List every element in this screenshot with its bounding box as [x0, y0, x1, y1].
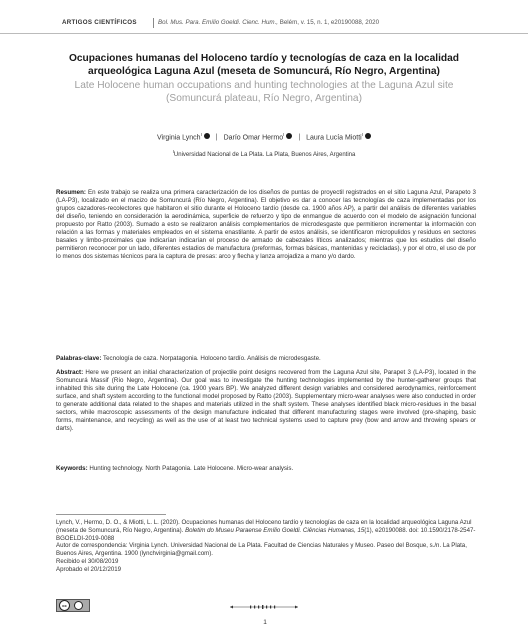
palabras-clave-text: Tecnología de caza. Norpatagonia. Holoceno tardío. Análisis de microdesgaste. [103, 355, 321, 362]
header-divider [153, 18, 154, 28]
affiliation [40, 149, 488, 158]
affiliation-text: Universidad Nacional de La Plata. La Plata, Buenos Aires, Argentina [173, 152, 356, 158]
section-label: ARTIGOS CIENTÍFICOS [62, 19, 137, 26]
citation-text: Lynch, V., Hermo, D. O., & Miotti, L. L. (2020). Ocupaciones humanas del Holoceno tardío y tecnologías de caza en la localidad arqueológica Laguna Azul (meseta de Somuncurá, Río Negro, Argentina). [56, 519, 472, 534]
by-attribution-icon [74, 601, 83, 610]
palabras-clave-label: Palabras-clave: [56, 355, 102, 362]
title-spanish [40, 52, 488, 78]
author-separator: | [215, 134, 218, 142]
author-name: Darío Omar Hermo [223, 134, 284, 142]
keywords-label: Keywords: [56, 465, 88, 472]
abstract-label: Abstract: [56, 369, 84, 376]
author-affil-mark: I [283, 132, 285, 137]
running-header [0, 12, 528, 34]
citation-doi: (1), e20190088. doi: 10.1590/2178-2547-BGOELDI-2019-0088 [56, 526, 476, 542]
keywords-block [56, 465, 476, 473]
abstract-block [56, 369, 476, 433]
decorative-divider-icon [230, 604, 298, 610]
header-rule [0, 33, 528, 34]
received-date: Recibido el 30/08/2019 [56, 557, 119, 565]
title-english-line-2: (Somuncurá plateau, Río Negro, Argentina) [166, 93, 362, 104]
correspondence-note: Autor de correspondencia: Virginia Lynch. Universidad Nacional de La Plata. Facultad de Ciencias Naturales y Museo. Paseo del Bosque, s./n. La Plata, Buenos Aires, Argentina. 1900 (lynchvirginia@gmail.com). [56, 542, 467, 558]
resumen-label: Resumen: [56, 189, 86, 196]
resumen-text: En este trabajo se realiza una primera caracterización de los diseños de puntas de proyectil registrados en el sitio Laguna Azul, Parapeto 3 (LA-P3), localizado en el macizo de Somuncurá (Río Negro, Argentina). El objetivo es dar a conocer las tecnologías de caza implementadas por los grupos cazadores-recolectores que habitaron el sitio durante el Holoceno tardío (desde ca. 1900 años AP), a partir del análisis de diferentes variables del diseño, teniendo en consideración la aerodinámica, superficie de refuerzo y tipo de enmangue de acuerdo con el modelo de asignación funcional propuesto por Ratto (2003). Sumado a esto se realizaron análisis complementarios de microdesgaste que permitieron incrementar la información con relación a las formas y materiales empleados en el sistema enastilante. A partir de estos análisis, se identificaron micropulidos y residuos en sectores basales y limbo-proximales que indicarían indicarían el proceso de armado de cabezales líticos analizados; mientras que los estudios del diseño permitieron reconocer por un lado, diferentes estadios de manufactura (preformas, formas básicas, mantenidas y recicladas), y por el otro, el uso de por lo menos dos sistemas técnicos para la captura de presas: arco y flecha y lanza arrojadiza a mano y/o dardo. [56, 189, 476, 260]
affiliation-mark: I [172, 149, 174, 154]
footnote-block [56, 519, 476, 574]
keywords-text: Hunting technology. North Patagonia. Late Holocene. Micro-wear analysis. [89, 465, 294, 472]
author-list [40, 132, 488, 141]
page-number: 1 [263, 619, 267, 626]
creative-commons-license-icon[interactable] [56, 599, 90, 612]
abstract-text: Here we present an initial characterization of projectile point designs recovered from the Laguna Azul site, Parapet 3 (LA-P3), located in the Somuncurá Massif (Río Negro, Argentina). Our goal was to investigate the hunting technologies implemented by the hunter-gatherer groups that inhabited this site during the Late Holocene (ca. 1900 years BP). We analyzed different design variables and considered aerodynamics, reinforcement surface, and shaft system according to the functional model proposed by Ratto (2003). Supplementary micro-wear analyses were also conducted in order to generate additional data related to the shapes and materials utilized in the shaft system. These analyses identified black micro-residues in the basal sectors, while macroscopic assessments of the design manufacture indicated that different manufacturing stages were involved (pre-shaping, basic forms, maintenance, and recycling) as well as the use of at least two technical systems used to capture prey (bow and arrow and throwing spears or darts). [56, 369, 476, 432]
approved-date: Aprobado el 20/12/2019 [56, 565, 122, 573]
orcid-icon[interactable] [365, 133, 371, 139]
cc-logo-icon: cc [59, 600, 70, 611]
title-spanish-line-1: Ocupaciones humanas del Holoceno tardío y tecnologías de caza en la localidad [68, 53, 460, 64]
journal-volume: Belém, v. 15, n. 1, e20190088, 2020 [278, 19, 380, 26]
resumen-block [56, 189, 476, 261]
author-affil-mark: I [200, 132, 202, 137]
journal-name: Bol. Mus. Para. Emílio Goeldi. Cienc. Hum., [158, 19, 279, 26]
title-english [40, 79, 488, 105]
author-name: Virginia Lynch [156, 134, 201, 142]
footnote-rule [56, 514, 166, 515]
journal-citation [158, 19, 379, 26]
citation-journal: Boletim do Museu Paraense Emílio Goeldi. Ciências Humanas, 15 [185, 526, 365, 534]
palabras-clave-block [56, 355, 476, 363]
title-spanish-line-2: arqueológica Laguna Azul (meseta de Somuncurá, Río Negro, Argentina) [88, 66, 440, 77]
citation-note [56, 519, 476, 542]
title-english-line-1: Late Holocene human occupations and hunting technologies at the Laguna Azul site [74, 80, 454, 91]
orcid-icon[interactable] [286, 133, 292, 139]
orcid-icon[interactable] [204, 133, 210, 139]
author-separator: | [298, 134, 301, 142]
author-name: Laura Lucía Miotti [306, 134, 362, 142]
author-affil-mark: I [361, 132, 364, 137]
